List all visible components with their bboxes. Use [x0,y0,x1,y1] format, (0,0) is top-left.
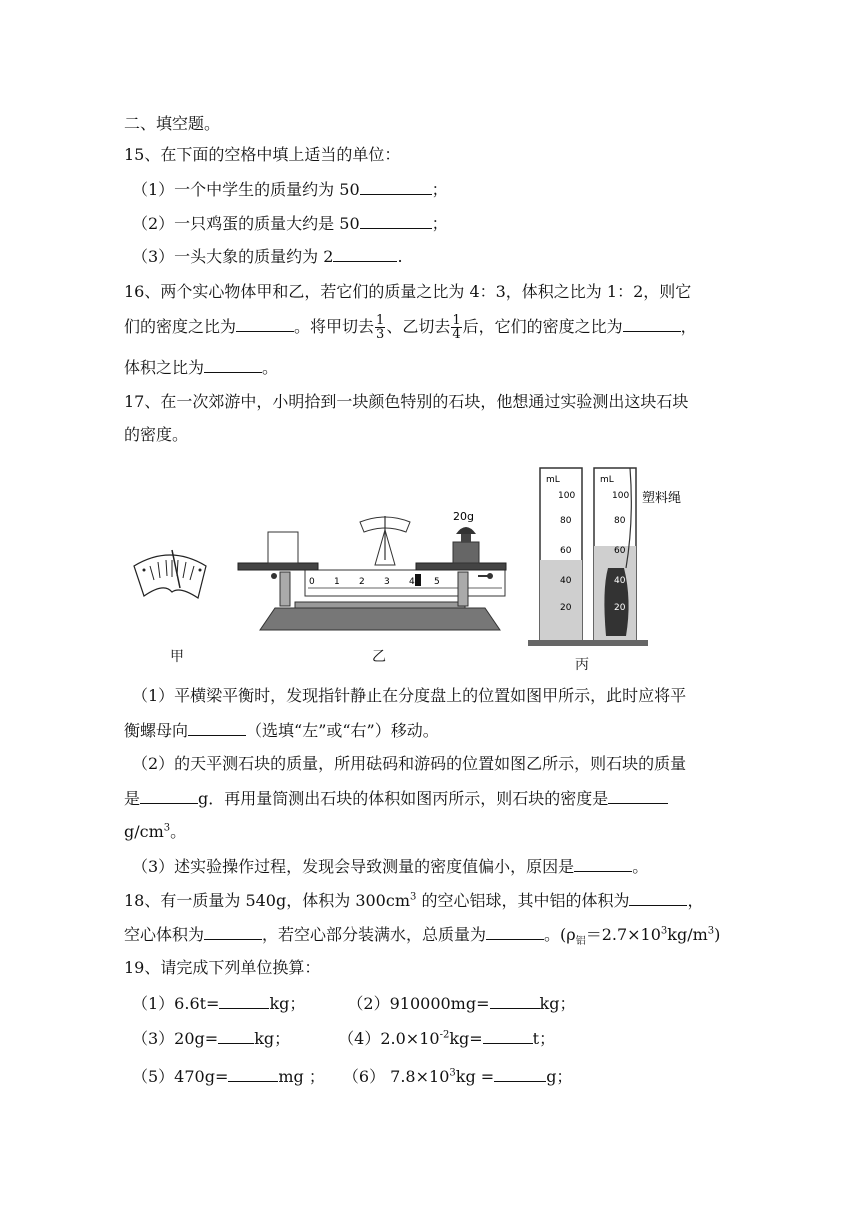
answer-blank[interactable] [204,924,262,940]
frac2-num: 1 [452,313,461,328]
q19-2-post: kg； [539,994,576,1013]
q19-6-sup: 3 [449,1067,456,1079]
experiment-illustration [120,460,760,675]
q16-line1: 16、两个实心物体甲和乙，若它们的质量之比为 4：3，体积之比为 1：2，则它 [124,282,692,301]
weight-label: 20g [453,510,474,523]
q19-stem: 19、请完成下列单位换算： [124,958,321,977]
answer-blank[interactable] [188,720,246,736]
answer-blank[interactable] [490,993,540,1009]
q18-text-e: ，若空心部分装满水，总质量为 [262,925,487,944]
answer-blank[interactable] [608,788,668,804]
frac1-num: 1 [376,313,385,328]
fraction-one-quarter [451,314,461,341]
answer-blank[interactable] [486,924,544,940]
ruler-tick: 4 [409,577,415,587]
q15-stem: 15、在下面的空格中填上适当的单位： [124,145,401,164]
cyl2-stone-tick: 40 [614,576,626,586]
q18-text-a: 18、有一质量为 540g，体积为 300cm [124,891,410,910]
q15-item-2-text: （2）一只鸡蛋的质量大约是 50 [132,214,360,233]
ruler-tick: 1 [334,577,340,587]
answer-blank[interactable] [623,316,681,332]
q17-s2-b [124,788,668,809]
q17-s2-b2: g．再用量筒测出石块的体积如图丙所示，则石块的密度是 [198,789,609,808]
q16-text-g: 。 [262,358,279,377]
q17-s2-a: （2）的天平测石块的质量，所用砝码和游码的位置如图乙所示，则石块的质量 [132,754,687,773]
answer-blank[interactable] [494,1066,546,1082]
q18-exp: 3 [660,925,668,937]
q19-3-pre: （3）20g= [132,1029,219,1048]
q15-item-3-end: . [397,247,403,266]
label-bing: 丙 [575,657,589,673]
q19-6-post: g； [546,1067,573,1086]
q19-2-pre: （2）910000mg= [347,994,490,1013]
q16-text-c: 、乙切去 [386,317,451,336]
q17-s1-b [124,720,439,741]
q19-row3 [132,1066,572,1087]
q15-item-2 [132,213,448,234]
q19-4-pre: （4）2.0×10 [338,1029,440,1048]
q17-line1: 17、在一次郊游中，小明拾到一块颜色特别的石块，他想通过实验测出这块石块 [124,392,689,411]
q17-s1-b1: 衡螺母向 [124,721,189,740]
cyl1-tick: 40 [560,576,572,586]
q19-4-post: t； [532,1029,556,1048]
q15-item-3-text: （3）一头大象的质量约为 2 [132,247,334,266]
q17-s3-text: （3）述实验操作过程，发现会导致测量的密度值偏小，原因是 [132,857,575,876]
experiment-figure [120,460,760,675]
cyl2-stone-tick: 20 [614,603,626,613]
q17-unit: g/cm [124,822,164,841]
q15-item-1 [132,179,448,200]
label-yi: 乙 [372,649,386,665]
label-jia: 甲 [170,649,184,665]
q18-close: ) [714,925,721,944]
q17-s2-b1: 是 [124,789,141,808]
q18-sup: 3 [410,891,417,903]
answer-blank[interactable] [629,890,687,906]
q19-row1 [132,993,575,1014]
answer-blank[interactable] [204,357,262,373]
q19-5-pre: （5）470g= [132,1067,229,1086]
cyl1-tick: 60 [560,546,572,556]
answer-blank[interactable] [228,1066,278,1082]
answer-blank[interactable] [333,246,397,262]
q19-6-mid: kg = [455,1067,495,1086]
fraction-one-third [375,314,385,341]
q17-unit-sup: 3 [163,822,171,834]
ruler-tick: 3 [384,577,390,587]
q17-line2: 的密度。 [124,425,189,444]
balance-yi [238,510,506,630]
q15-item-1-end: ； [431,180,448,199]
cyl1-unit: mL [546,475,560,485]
q16-text-f: 体积之比为 [124,358,205,377]
q19-4-sup: -2 [439,1029,450,1041]
frac2-den: 4 [452,327,461,342]
cyl2-unit: mL [600,475,614,485]
q18-text-c: ， [687,891,704,910]
answer-blank[interactable] [236,316,294,332]
q17-s3-end: 。 [632,857,649,876]
cyl2-tick: 100 [612,491,630,501]
q16-line2 [124,314,697,341]
cyl1-tick: 80 [560,516,572,526]
ruler-tick: 5 [434,577,440,587]
dial-jia [134,550,206,598]
q15-item-2-end: ； [431,214,448,233]
q18-unit: kg/m [667,925,708,944]
q17-s3 [132,856,648,877]
q19-4-mid: kg= [449,1029,483,1048]
q18-text-d: 空心体积为 [124,925,205,944]
q19-6-pre: （6） 7.8×10 [342,1067,450,1086]
q19-3-post: kg； [254,1029,291,1048]
q17-s1-b2: （选填“左”或“右”）移动。 [246,721,439,740]
frac1-den: 3 [376,327,385,342]
q17-s2-c [124,822,186,842]
q15-item-3 [132,246,403,267]
q18-unit-sup: 3 [707,925,715,937]
q16-line3 [124,357,278,378]
answer-blank[interactable] [218,1028,254,1044]
q19-1-post: kg； [269,994,306,1013]
rope-label: 塑料绳 [642,491,682,506]
ruler-tick: 2 [359,577,365,587]
q18-text-b: 的空心铝球，其中铝的体积为 [416,891,630,910]
q18-rho-sub: 铝 [575,936,586,948]
q16-text-a: 们的密度之比为 [124,317,237,336]
answer-blank[interactable] [360,213,432,229]
q18-rho: 。(ρ [544,925,576,944]
answer-blank[interactable] [483,1028,533,1044]
q18-value: ＝2.7×10 [585,925,661,944]
cylinders-bing [528,468,681,646]
cyl1-tick: 20 [560,603,572,613]
answer-blank[interactable] [360,179,432,195]
answer-blank[interactable] [574,856,632,872]
q19-5-post: mg ； [278,1067,325,1086]
q19-row2 [132,1028,555,1049]
q16-text-e: ， [680,317,697,336]
q17-unit-end: 。 [170,822,187,841]
q16-text-d: 后，它们的密度之比为 [462,317,623,336]
q18-line1 [124,890,703,911]
answer-blank[interactable] [219,993,269,1009]
cyl2-tick: 60 [614,546,626,556]
q18-line2 [124,924,721,948]
q19-1-pre: （1）6.6t= [132,994,220,1013]
ruler-tick: 0 [309,577,315,587]
section-title: 二、填空题。 [124,114,221,133]
q15-item-1-text: （1）一个中学生的质量约为 50 [132,180,360,199]
q17-s1-a: （1）平横梁平衡时，发现指针静止在分度盘上的位置如图甲所示，此时应将平 [132,686,687,705]
answer-blank[interactable] [140,788,198,804]
q16-text-b: 。将甲切去 [294,317,375,336]
cyl2-tick: 80 [614,516,626,526]
cyl1-tick: 100 [558,491,576,501]
